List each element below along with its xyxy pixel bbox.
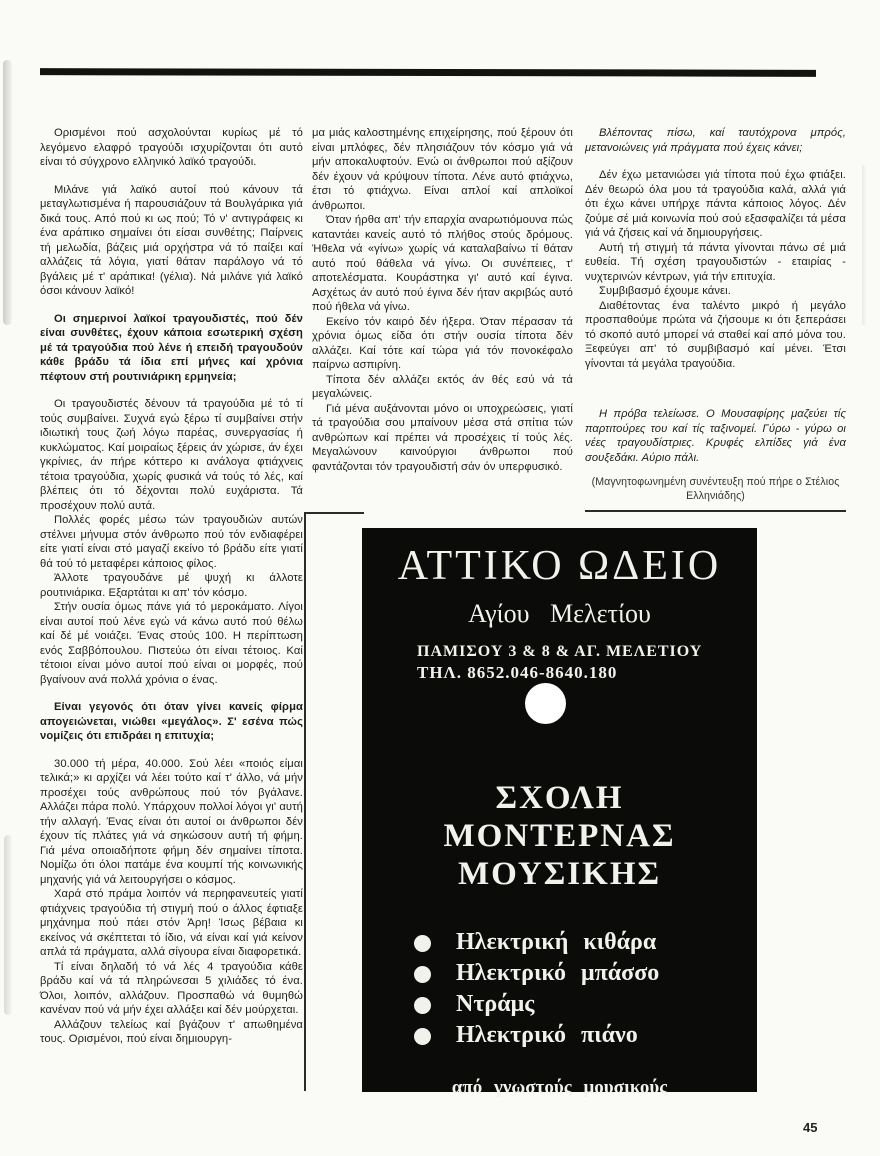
article-paragraph: Οι σημερινοί λαϊκοί τραγουδιστές, πού δέν είναι συνθέτες, έχουν κάποια εσωτερική σχέση μέ τά τραγούδια πού λένε ή επειδή τραγουδούν κάθε βράδυ τά ίδια επί μήνες καί χρόνια πέφτουν στή ρουτινιάρικη ερμηνεία; xyxy=(40,312,303,383)
page-number: 45 xyxy=(803,1120,818,1135)
scan-noise-streak xyxy=(862,165,866,325)
article-paragraph: Αλλάζουν τελείως καί βγάζουν τ' απωθημένα τους. Ορισμένοι, πού είναι δημιουργη- xyxy=(40,1018,303,1045)
article-paragraph: Χαρά στό πράμα λοιπόν νά περηφανευτείς γιατί φτιάχνεις τραγούδια τή στιγμή πού ο άλλος έφτιαξε μηχάνημα πού πάει στόν Άρη! Ίσως βέβαια κι εκείνος νά σκέπτεται τό ίδιο, νά είναι καί γιά κείνον απλά τά πράγματα, αλλά σίγουρα είναι διαφορετικά. xyxy=(40,888,303,958)
article-paragraph: Πολλές φορές μέσω τών τραγουδιών αυτών στέλνει μήνυμα στόν άνθρωπο πού τόν ενδιαφέρει είτε γιατί είναι στό μαγαζί εκείνο τό βράδυ είτε γιατί θά τού τό μεταφέρει κάποιος φίλος. xyxy=(40,514,303,570)
article-column-3 xyxy=(585,126,846,512)
ad-footer: από γνωστούς μουσικούς xyxy=(451,1077,668,1098)
article-paragraph: Ορισμένοι πού ασχολούνται κυρίως μέ τό λεγόμενο ελαφρό τραγούδι ισχυρίζονται ότι αυτό είναι τό σύγχρονο ελληνικό λαϊκό τραγούδι. xyxy=(40,127,303,168)
article-paragraph: Βλέποντας πίσω, καί ταυτόχρονα μπρός, μετανοιώνεις γιά πράγματα πού έχεις κάνει; xyxy=(585,127,846,154)
ad-school-name xyxy=(362,779,757,893)
ad-phone: ΤΗΛ. 8652.046-8640.180 xyxy=(417,663,618,682)
ad-school-line: ΣΧΟΛΗ xyxy=(495,780,624,816)
article-column-2 xyxy=(312,126,573,528)
article-paragraph: Στήν ουσία όμως πάνε γιά τό μεροκάματο. Λίγοι είναι αυτοί πού λένε εγώ νά κάνω αυτό πού θέλω καί δέ μέ νοιάζει. Ένας στούς 100. Η περίπτωση ενός Σαββόπουλου. Πιστεύω ότι είναι τέτοιος. Καί τέτοιοι είναι μόνο αυτοί πού είναι οι μορφές, πού βγαίνουν ανά πολλά χρόνια ο ένας. xyxy=(40,601,303,686)
ad-school-line: ΜΟΥΣΙΚΗΣ xyxy=(457,856,662,892)
article-column-1 xyxy=(40,126,303,1047)
article-column-3-paragraphs xyxy=(585,126,846,465)
record-dot-icon xyxy=(525,683,566,724)
scan-noise-streak xyxy=(3,60,12,325)
interview-credit: (Μαγνητοφωνημένη συνέντευξη πού πήρε ο Στέλιος Ελληνιάδης) xyxy=(585,476,846,512)
article-paragraph: Μιλάνε γιά λαϊκό αυτοί πού κάνουν τά μεταγλωτισμένα ή παρουσιάζουν τά Βουλγάρικα γιά δικά τους. Από πού κι ως πού; Τό ν' αντιγράφεις κι ένα αράπικο σημαίνει ότι είσαι συνθέτης; Παίρνεις τή μελωδία, βάζεις μιά ορχήστρα νά τό παίξει καί αλλάζεις τά λόγια, γιατί θάταν παράλογο νά τό βγάλεις μέ τ' αράπικα! (γέλια). Νά μιλάνε γιά λαϊκό όσοι κάνουν λαϊκό! xyxy=(40,183,303,297)
ad-address: ΠΑΜΙΣΟΥ 3 & 8 & ΑΓ. ΜΕΛΕΤΙΟΥ xyxy=(417,643,703,660)
article-paragraph: Συμβιβασμό έχουμε κάνει. xyxy=(599,285,731,297)
article-paragraph: μα μιάς καλοστημένης επιχείρησης, πού ξέρουν ότι είναι μπλόφες, δέν πλησιάζουν τόν κόσμο γιά νά μήν αποκαλυφτούν. Ενώ οι άνθρωποι πού αξίζουν δέν έχουν νά κρύψουν τίποτα. Λένε αυτό φτιάχνω, έτσι τό φτιάχνω. Είναι απλοί καί απλοϊκοί άνθρωποι. xyxy=(312,127,573,212)
ad-attiko-odeio xyxy=(362,528,757,1098)
article-paragraph: 30.000 τή μέρα, 40.000. Σού λέει «ποιός είμαι τελικά;» κι αρχίζει νά λέει τούτο καί τ' άλλο, νά μήν προσέχει τούς ανθρώπους πού τόν βγάλανε. Αλλάζει πάρα πολύ. Υπάρχουν πολλοί λόγοι γι' αυτή τήν αλλαγή. Ένας είναι ότι αυτοί οι άνθρωποι δέν έχουν τίς πλάτες γιά νά σηκώσουν αυτή τή φήμη. Γιά μένα οποιαδήποτε φήμη δέν σημαίνει τίποτα. Νομίζω ότι όλοι πατάμε ένα κουμπί τής κοινωνικής μηχανής γιά νά λειτουργήσει ο κόσμος. xyxy=(40,757,303,886)
ad-frame-left-line xyxy=(304,513,306,1091)
article-paragraph: Όταν ήρθα απ' τήν επαρχία αναρωτιόμουνα πώς καταντάει κανείς αυτό τό πλήθος στούς δρόμους. Ήθελα νά «γίνω» χωρίς νά καταλαβαίνω τί θάταν αυτό πού θάθελα νά γίνω. Οι συνέπειες, τ' αποτελέσματα. Κουράστηκα γι' αυτό καί έγινα. Ασχέτως άν αυτό πού έγινα δέν ήταν ακριβώς αυτό πού ήθελα νά γίνω. xyxy=(312,214,573,313)
ad-title: ΑΤΤΙΚΟ ΩΔΕΙΟ xyxy=(397,543,722,589)
ad-frame-top-line xyxy=(304,512,364,514)
article-paragraph: Άλλοτε τραγουδάνε μέ ψυχή κι άλλοτε ρουτινιάρικα. Εξαρτάται κι απ' τόν κόσμο. xyxy=(40,572,303,599)
ad-course-item: Ντράμς xyxy=(414,989,757,1020)
article-paragraph: Γιά μένα αυξάνονται μόνο οι υποχρεώσεις, γιατί τά τραγούδια σου μπαίνουν μέσα στά σπίτια τών ανθρώπων καί πρέπει νά προσέχεις τί τούς λές. Μεγαλώνουν καινούργιοι άνθρωποι πού φαντάζονται τόν τραγουδιστή σάν όν υπερφυσικό. xyxy=(312,402,573,473)
article-paragraph: Η πρόβα τελείωσε. Ο Μουσαφίρης μαζεύει τίς παρτιτούρες του καί τίς ταξινομεί. Γύρω - γύρω οι νέες τραγουδίστριες. Κρυφές ελπίδες γιά ένα σουξεδάκι. Αύριο πάλι. xyxy=(585,408,846,464)
article-paragraph: Εκείνο τόν καιρό δέν ήξερα. Όταν πέρασαν τά χρόνια όμως είδα ότι στήν ουσία τίποτα δέν αλλάζει. Καί τότε καί τώρα γιά τόν πονοκέφαλο παίρνω ασπιρίνη. xyxy=(312,315,573,371)
ad-course-list xyxy=(414,927,757,1051)
article-paragraph: Οι τραγουδιστές δένουν τά τραγούδια μέ τό τί τούς συμβαίνει. Συχνά εγώ ξέρω τί συμβαίνει στήν ιδιωτική τους ζωή λόγω παρέας, συνεργασίας ή κυκλώματος. Καί μοιραίως ξέρεις άν χώρισε, άν έχει γκρίνιες, άν πήρε κόττερο κι ανάλογα φτιάχνεις τέτοια τραγούδια, χωρίς φυσικά νά τούς τό λές, καί βλέπεις ότι τό δέχονται πολύ ευχάριστα. Τά προσέχουν πολύ αυτά. xyxy=(40,398,303,512)
top-rule xyxy=(40,68,816,77)
article-paragraph: Διαθέτοντας ένα ταλέντο μικρό ή μεγάλο προσπαθούμε πρώτα νά ζήσουμε κι ότι ξεπεράσει τό σκοπό αυτό μπορεί νά σταθεί καί από μόνα του. Ξεφεύγει απ' τό συμβιβασμό καί μένει. Έτσι γίνονται τά μεγάλα τραγούδια. xyxy=(585,299,846,370)
ad-course-item: Ηλεκτρικό μπάσσο xyxy=(414,958,757,989)
article-paragraph: Είναι γεγονός ότι όταν γίνει κανείς φίρμα απογειώνεται, νιώθει «μεγάλος». Σ' εσένα πώς νομίζεις ότι επιδράει η επιτυχία; xyxy=(40,701,303,742)
ad-subtitle: Αγίου Μελετίου xyxy=(468,599,651,628)
scan-noise-streak xyxy=(4,835,12,1015)
article-paragraph: Δέν έχω μετανιώσει γιά τίποτα πού έχω φτιάξει. Δέν θεωρώ όλα μου τά τραγούδια καλά, αλλά γιά ότι έχω κάνει υπήρχε πάντα κάποιος λόγος. Δέν ζούμε σέ μιά κοινωνία πού σού εξασφαλίζει τά μέσα γιά νά ζήσεις καί νά δημιουργήσεις. xyxy=(585,169,846,239)
ad-school-line: ΜΟΝΤΕΡΝΑΣ xyxy=(443,818,676,854)
article-paragraph: Αυτή τή στιγμή τά πάντα γίνονται πάνω σέ μιά ευθεία. Τή σχέση τραγουδιστών - εταιρίας - νυχτερινών κέντρων, γιά τήν επιτυχία. xyxy=(585,241,846,283)
article-paragraph: Τί είναι δηλαδή τό νά λές 4 τραγούδια κάθε βράδυ καί νά τά πληρώνεσαι 5 χιλιάδες τό ένα. Όλοι, λοιπόν, αλλάζουν. Προσπαθώ νά θυμηθώ κανέναν πού νά μήν έχει αλλάξει καί δέν μούρχεται. xyxy=(40,960,303,1016)
ad-course-item: Ηλεκτρική κιθάρα xyxy=(414,927,757,958)
ad-course-item: Ηλεκτρικό πιάνο xyxy=(414,1020,757,1051)
ad-contact-block xyxy=(417,643,757,683)
article-paragraph: Τίποτα δέν αλλάζει εκτός άν θές εσύ νά τά μεγαλώνεις. xyxy=(312,373,573,400)
